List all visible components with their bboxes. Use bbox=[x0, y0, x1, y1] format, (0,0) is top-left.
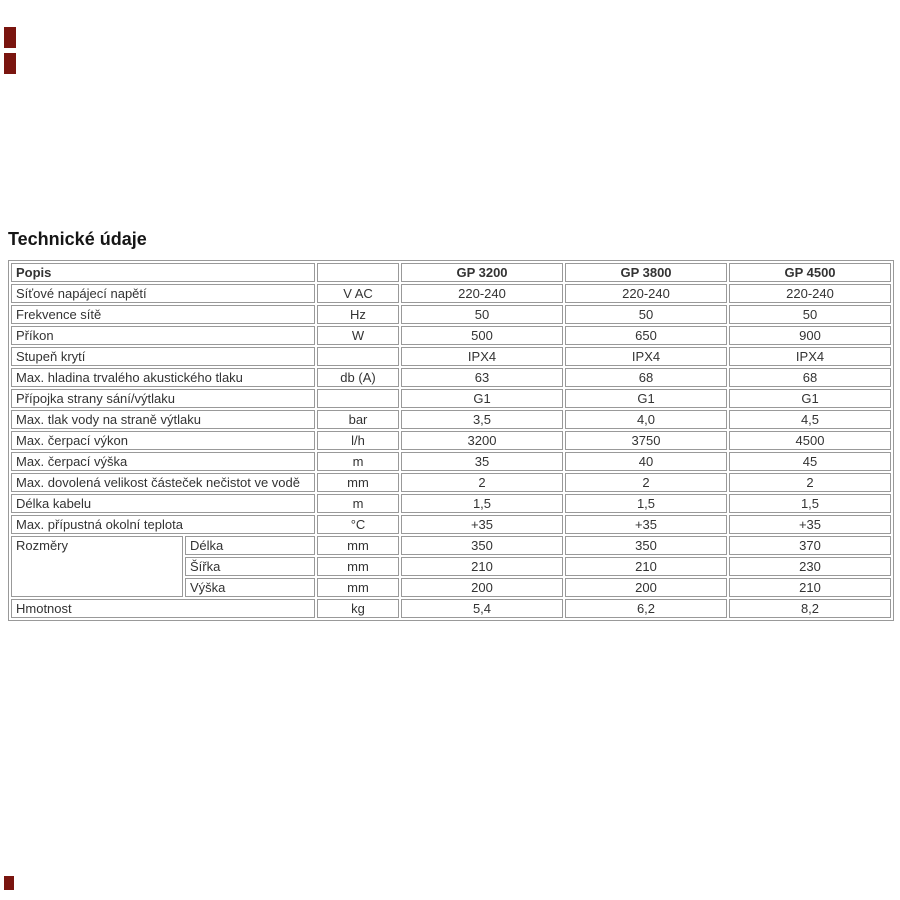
dimensions-group-label: Rozměry bbox=[11, 536, 183, 597]
col-header-gp4500: GP 4500 bbox=[729, 263, 891, 282]
row-value: 63 bbox=[401, 368, 563, 387]
row-label: Max. čerpací výkon bbox=[11, 431, 315, 450]
row-value: 50 bbox=[401, 305, 563, 324]
row-unit: mm bbox=[317, 473, 399, 492]
row-value: 6,2 bbox=[565, 599, 727, 618]
row-label: Max. přípustná okolní teplota bbox=[11, 515, 315, 534]
row-unit: °C bbox=[317, 515, 399, 534]
row-label: Síťové napájecí napětí bbox=[11, 284, 315, 303]
spec-row-ambient-temp bbox=[11, 515, 891, 534]
row-label: Max. hladina trvalého akustického tlaku bbox=[11, 368, 315, 387]
row-unit: W bbox=[317, 326, 399, 345]
spec-row-voltage bbox=[11, 284, 891, 303]
spec-row-max-head bbox=[11, 452, 891, 471]
edge-artifact-mark bbox=[4, 876, 14, 890]
row-value: G1 bbox=[729, 389, 891, 408]
edge-artifact-mark bbox=[4, 53, 16, 74]
row-value: IPX4 bbox=[729, 347, 891, 366]
row-value: +35 bbox=[729, 515, 891, 534]
row-value: 3750 bbox=[565, 431, 727, 450]
row-label: Přípojka strany sání/výtlaku bbox=[11, 389, 315, 408]
row-value: 2 bbox=[565, 473, 727, 492]
spec-row-dimension-length bbox=[11, 536, 891, 555]
row-unit: db (A) bbox=[317, 368, 399, 387]
row-value: 220-240 bbox=[729, 284, 891, 303]
row-value: 210 bbox=[565, 557, 727, 576]
row-value: 50 bbox=[729, 305, 891, 324]
row-unit bbox=[317, 389, 399, 408]
row-unit: m bbox=[317, 494, 399, 513]
row-unit: mm bbox=[317, 557, 399, 576]
row-value: 4,5 bbox=[729, 410, 891, 429]
spec-row-weight bbox=[11, 599, 891, 618]
row-value: 370 bbox=[729, 536, 891, 555]
row-value: 220-240 bbox=[565, 284, 727, 303]
col-header-gp3200: GP 3200 bbox=[401, 263, 563, 282]
row-value: 1,5 bbox=[401, 494, 563, 513]
page-title: Technické údaje bbox=[8, 229, 147, 249]
row-label: Délka kabelu bbox=[11, 494, 315, 513]
row-unit: kg bbox=[317, 599, 399, 618]
row-value: 8,2 bbox=[729, 599, 891, 618]
row-value: IPX4 bbox=[565, 347, 727, 366]
row-value: 350 bbox=[401, 536, 563, 555]
row-value: 210 bbox=[729, 578, 891, 597]
row-value: 650 bbox=[565, 326, 727, 345]
spec-row-frequency bbox=[11, 305, 891, 324]
row-label: Stupeň krytí bbox=[11, 347, 315, 366]
row-unit: l/h bbox=[317, 431, 399, 450]
dimension-sub-label: Výška bbox=[185, 578, 315, 597]
row-value: 200 bbox=[565, 578, 727, 597]
row-value: 500 bbox=[401, 326, 563, 345]
row-value: +35 bbox=[565, 515, 727, 534]
row-value: 2 bbox=[401, 473, 563, 492]
row-value: 900 bbox=[729, 326, 891, 345]
row-value: 3,5 bbox=[401, 410, 563, 429]
row-value: G1 bbox=[401, 389, 563, 408]
row-value: 350 bbox=[565, 536, 727, 555]
spec-row-protection-class bbox=[11, 347, 891, 366]
row-label: Max. dovolená velikost částeček nečistot ve vodě bbox=[11, 473, 315, 492]
row-value: G1 bbox=[565, 389, 727, 408]
row-value: 230 bbox=[729, 557, 891, 576]
row-label: Hmotnost bbox=[11, 599, 315, 618]
spec-row-cable-length bbox=[11, 494, 891, 513]
row-unit: Hz bbox=[317, 305, 399, 324]
col-header-description: Popis bbox=[11, 263, 315, 282]
row-value: 210 bbox=[401, 557, 563, 576]
spec-row-particle-size bbox=[11, 473, 891, 492]
row-label: Max. čerpací výška bbox=[11, 452, 315, 471]
row-value: +35 bbox=[401, 515, 563, 534]
row-value: 40 bbox=[565, 452, 727, 471]
table-header-row bbox=[11, 263, 891, 282]
spec-row-connection bbox=[11, 389, 891, 408]
col-header-unit bbox=[317, 263, 399, 282]
edge-artifact-mark bbox=[4, 27, 16, 48]
row-unit: V AC bbox=[317, 284, 399, 303]
row-value: IPX4 bbox=[401, 347, 563, 366]
row-value: 1,5 bbox=[565, 494, 727, 513]
row-value: 2 bbox=[729, 473, 891, 492]
row-value: 4500 bbox=[729, 431, 891, 450]
row-value: 1,5 bbox=[729, 494, 891, 513]
spec-row-sound-level bbox=[11, 368, 891, 387]
col-header-gp3800: GP 3800 bbox=[565, 263, 727, 282]
technical-data-table bbox=[8, 260, 894, 621]
row-unit: mm bbox=[317, 578, 399, 597]
row-value: 3200 bbox=[401, 431, 563, 450]
dimension-sub-label: Délka bbox=[185, 536, 315, 555]
spec-row-power-input bbox=[11, 326, 891, 345]
row-value: 220-240 bbox=[401, 284, 563, 303]
row-unit: m bbox=[317, 452, 399, 471]
row-value: 4,0 bbox=[565, 410, 727, 429]
row-value: 68 bbox=[729, 368, 891, 387]
row-value: 50 bbox=[565, 305, 727, 324]
row-value: 5,4 bbox=[401, 599, 563, 618]
dimension-sub-label: Šířka bbox=[185, 557, 315, 576]
row-unit: mm bbox=[317, 536, 399, 555]
row-value: 35 bbox=[401, 452, 563, 471]
row-label: Frekvence sítě bbox=[11, 305, 315, 324]
spec-row-max-flow bbox=[11, 431, 891, 450]
spec-row-max-pressure bbox=[11, 410, 891, 429]
row-value: 68 bbox=[565, 368, 727, 387]
row-label: Příkon bbox=[11, 326, 315, 345]
row-value: 200 bbox=[401, 578, 563, 597]
row-label: Max. tlak vody na straně výtlaku bbox=[11, 410, 315, 429]
row-unit: bar bbox=[317, 410, 399, 429]
row-value: 45 bbox=[729, 452, 891, 471]
row-unit bbox=[317, 347, 399, 366]
content-area bbox=[8, 229, 894, 621]
